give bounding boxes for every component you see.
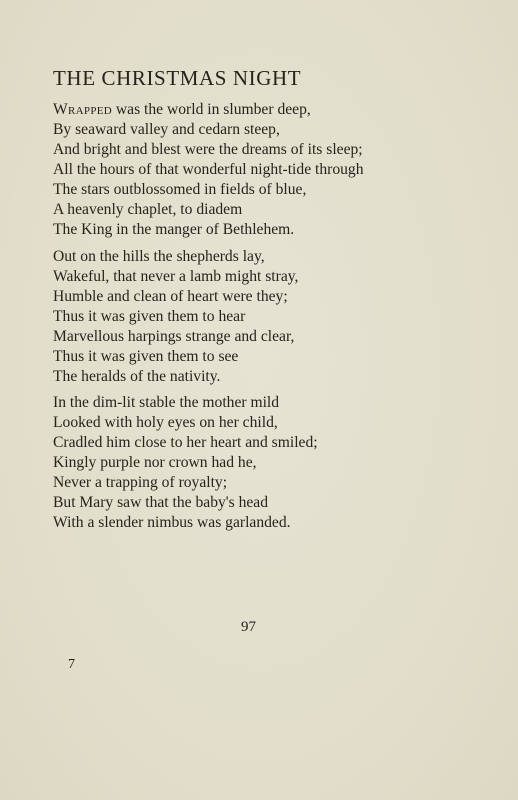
poem-line: Out on the hills the shepherds lay, <box>53 248 265 265</box>
opening-word: Wrapped <box>53 101 112 118</box>
signature-mark: 7 <box>68 657 75 672</box>
poem-line: Thus it was given them to hear <box>53 308 246 325</box>
poem-line: The heralds of the nativity. <box>53 368 221 385</box>
poem-line: The stars outblossomed in fields of blue, <box>53 181 307 198</box>
poem-line: All the hours of that wonderful night-tide through <box>53 161 364 178</box>
poem-line: Looked with holy eyes on her child, <box>53 414 278 431</box>
poem-title: THE CHRISTMAS NIGHT <box>53 66 302 90</box>
poem-line-text: was the world in slumber deep, <box>112 101 311 118</box>
poem-line: With a slender nimbus was garlanded. <box>53 514 291 531</box>
poem-line: A heavenly chaplet, to diadem <box>53 201 243 218</box>
page-number: 97 <box>241 619 256 635</box>
poem-line: And bright and blest were the dreams of its sleep; <box>53 141 363 158</box>
poem-line: Wakeful, that never a lamb might stray, <box>53 268 299 285</box>
poem-line: Never a trapping of royalty; <box>53 474 228 491</box>
poem-line: Kingly purple nor crown had he, <box>53 454 257 471</box>
poem-line <box>53 100 364 120</box>
stanza-3 <box>53 393 318 533</box>
poem-line: But Mary saw that the baby's head <box>53 494 269 511</box>
stanza-2 <box>53 247 298 387</box>
poem-line: The King in the manger of Bethlehem. <box>53 221 295 238</box>
poem-line: In the dim-lit stable the mother mild <box>53 394 280 411</box>
stanza-1 <box>53 100 364 240</box>
poem-line: Humble and clean of heart were they; <box>53 288 288 305</box>
poem-line: Marvellous harpings strange and clear, <box>53 328 295 345</box>
poem-line: Cradled him close to her heart and smiled; <box>53 434 318 451</box>
poem-line: Thus it was given them to see <box>53 348 239 365</box>
poem-line: By seaward valley and cedarn steep, <box>53 121 280 138</box>
